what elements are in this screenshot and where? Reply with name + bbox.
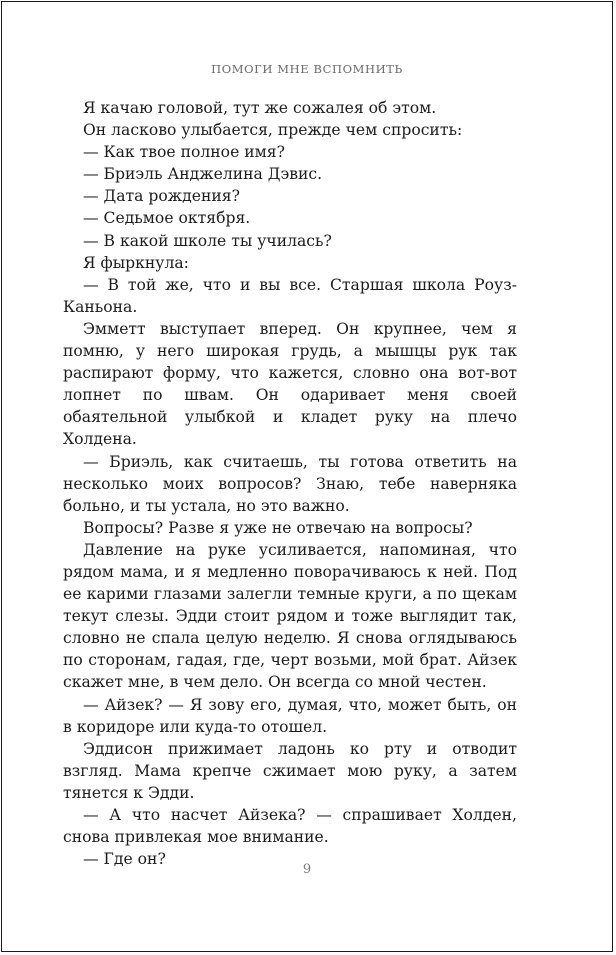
paragraph: Я качаю головой, тут же сожалея об этом. xyxy=(83,99,437,117)
paragraph: — Седьмое октября. xyxy=(83,209,251,228)
paragraph: — Как твое полное имя? xyxy=(83,143,285,162)
paragraph: Он ласково улыбается, прежде чем спросить: xyxy=(83,121,463,140)
page-number: 9 xyxy=(302,862,312,877)
paragraph: — В той же, что и вы все. Старшая школа Роуз-Каньона. xyxy=(63,275,517,316)
paragraph: — Дата рождения? xyxy=(83,187,240,206)
paragraph: — Айзек? — Я зову его, думая, что, может быть, он в коридоре или куда-то отошел. xyxy=(63,695,517,736)
paragraph: Я фыркнула: xyxy=(83,253,189,272)
paragraph: — А что насчет Айзека? — спрашивает Холден, снова привлекая мое внимание. xyxy=(63,806,517,847)
book-page xyxy=(1,1,613,952)
paragraph: — Бриэль, как считаешь, ты готова ответить на несколько моих вопросов? Знаю, тебе наверняка больно, и ты устала, но это важно. xyxy=(63,452,517,515)
paragraph: — Где он? xyxy=(83,850,166,869)
paragraph: Эмметт выступает вперед. Он крупнее, чем я помню, у него широкая грудь, а мышцы рук так распирают форму, что кажется, словно она вот-вот лопнет по швам. Он одаривает меня своей обаятельной улыбкой и кладет руку на плечо Холдена. xyxy=(63,319,517,449)
paragraph: Вопросы? Разве я уже не отвечаю на вопросы? xyxy=(83,518,473,537)
paragraph: Эддисон прижимает ладонь ко рту и отводит взгляд. Мама крепче сжимает мою руку, а затем тянется к Эдди. xyxy=(63,739,517,802)
paragraph: — Бриэль Анджелина Дэвис. xyxy=(83,165,323,184)
paragraph: — В какой школе ты училась? xyxy=(83,231,332,250)
running-head: ПОМОГИ МНЕ ВСПОМНИТЬ xyxy=(211,62,403,76)
body-text xyxy=(63,97,517,870)
paragraph: Давление на руке усиливается, напоминая, что рядом мама, и я медленно поворачиваюсь к ней. Под ее карими глазами залегли темные круги, а по щекам текут слезы. Эдди стоит рядом и тоже выглядит так, словно не спала целую неделю. Я снова оглядываюсь по сторонам, гадая, где, черт возьми, мой брат. Айзек скажет мне, в чем дело. Он всегда со мной честен. xyxy=(63,540,517,692)
